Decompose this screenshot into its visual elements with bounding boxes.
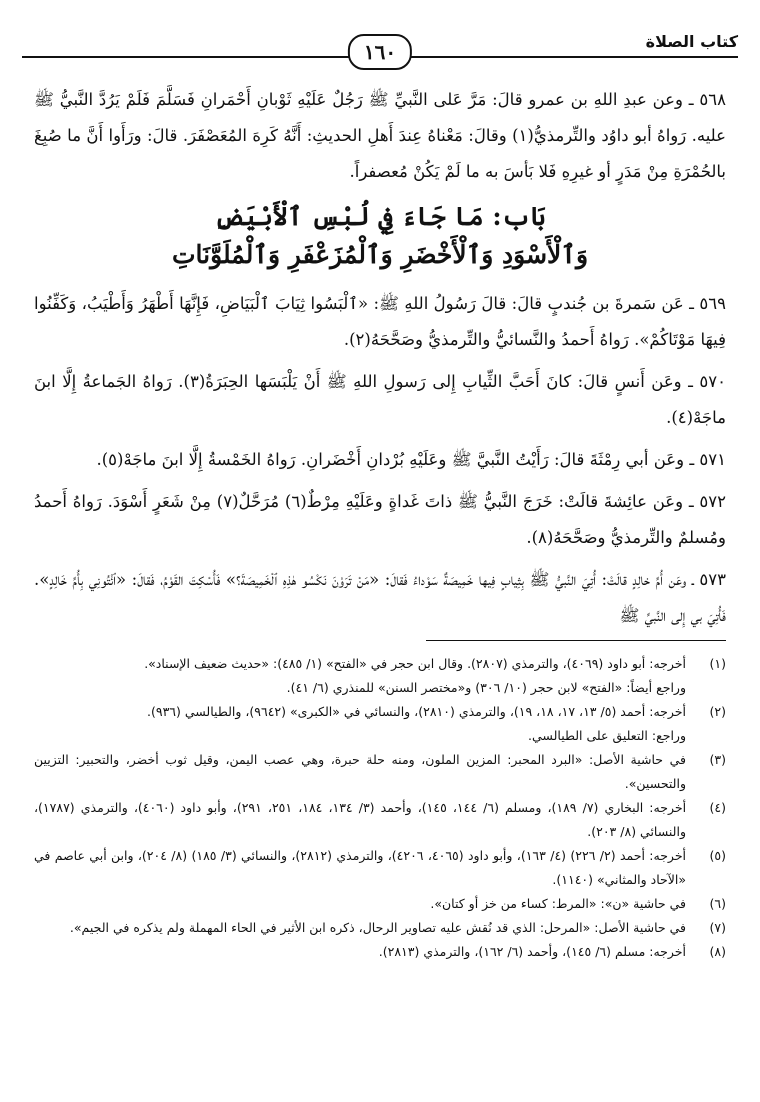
hadith-572: ٥٧٢ ـ وعَن عائِشةَ قالَتْ: خَرَجَ النَّبيُّ ﷺ ذاتَ غَداةٍ وعَلَيْهِ مِرْطٌ(٦) مُرَحَّلٌ(٧) مِنْ شَعَرٍ أَسْوَدَ. رَواهُ أَحمدُ ومُسلمٌ والتِّرمذيُّ وصَحَّحَهُ(٨). xyxy=(34,492,727,547)
hadith-573: ٥٧٣ ـ وعَن أُمِّ خالِدٍ قالَتْ: أُتِيَ النَّبيُّ ﷺ بِثِيابٍ فِيها خَمِيصَةٌ سَوْداءُ فَقالَ: «مَنْ تَرَوْنَ نَكْسُو هٰذِهِ ٱلْخَمِيصَةَ؟» فَأُسْكِتَ القَوْمُ، فَقالَ: «ٱئْتُونِي بِأُمِّ خَالِدٍ». فَأُتِيَ بي إِلى النَّبيِّ ﷺ xyxy=(34,570,726,625)
footnote-number: (٣) xyxy=(709,752,726,767)
hadith-570: ٥٧٠ ـ وعَن أَنسٍ قالَ: كانَ أَحَبَّ الثِّيابِ إِلى رَسولِ اللهِ ﷺ أَنْ يَلْبَسَها الحِبَرَةُ(٣). رَواهُ الجَماعةُ إِلَّا ابنَ ماجَهْ(٤). xyxy=(34,372,726,427)
footnote xyxy=(34,700,726,724)
footnote-number: (٨) xyxy=(709,944,726,959)
footnote xyxy=(34,796,726,844)
chapter-heading-line-1: بَاب: مَا جَاءَ فِي لُبْسِ ٱلْأَبْيَضِ xyxy=(214,202,546,231)
hadith-569: ٥٦٩ ـ عَن سَمرةَ بن جُندبٍ قالَ: قالَ رَسُولُ اللهِ ﷺ: «ٱلْبَسُوا ثِيَابَ ٱلْبَيَاضِ، فَإِنَّهَا أَطْهَرُ وَأَطْيَبُ، وَكَفِّنُوا فِيهَا مَوْتَاكُمْ». رَواهُ أَحمدُ والنَّسائيُّ والتِّرمذيُّ وصَحَّحَهُ(٢). xyxy=(34,294,726,349)
footnote xyxy=(34,652,726,676)
footnotes xyxy=(34,652,726,964)
hadith-568: ٥٦٨ ـ وعن عبدِ اللهِ بن عمرو قالَ: مَرَّ عَلى النَّبيِّ ﷺ رَجُلٌ عَلَيْهِ ثَوْبانِ أَحْمَرانِ فَسَلَّمَ فَلَمْ يَرُدَّ النَّبيُّ ﷺ عليه. رَواهُ أبو داوُد والتِّرمذيُّ(١) وقالَ: مَعْناهُ عِندَ أَهلِ الحديثِ: أَنَّهُ كَرِهَ المُعَصْفَرَ. قالَ: ورَأَوا أَنَّ ما صُبِغَ بالحُمْرَةِ مِنْ مَدَرٍ أو غيرِهِ فَلا بَأسَ به ما لَمْ يَكُنْ مُعصفراً. xyxy=(34,90,726,181)
footnote xyxy=(34,916,726,940)
footnote-text: في حاشية الأصل: «البرد المحبر: المزين الملون، ومنه حلة حبرة، وهي عصب اليمن، وقيل ثوب أخضر، والتحبير: التزيين والتحسين». xyxy=(34,752,686,791)
footnote-number: (٧) xyxy=(709,920,726,935)
footnote-text: أخرجه: أحمد (٥/ ١٣، ١٧، ١٨، ١٩)، والترمذي (٢٨١٠)، والنسائي في «الكبرى» (٩٦٤٢)، والطيالسي (٩٣٦). xyxy=(147,704,686,719)
footnote xyxy=(34,748,726,796)
chapter-heading xyxy=(34,198,726,274)
footnote xyxy=(34,892,726,916)
book-title: كتاب الصلاة xyxy=(645,32,738,51)
footnote-number: (٢) xyxy=(709,704,726,719)
footnote-text: أخرجه: مسلم (٦/ ١٤٥)، وأحمد (٦/ ١٦٢)، والترمذي (٢٨١٣). xyxy=(378,944,686,959)
footnote-separator xyxy=(426,640,726,641)
footnote-continuation: وراجع: التعليق على الطيالسي. xyxy=(528,728,686,743)
page-header xyxy=(22,28,738,68)
footnote-text: أخرجه: أحمد (٢/ ٢٢٦) (٤/ ١٦٣)، وأبو داود (٤٠٦٥، ٤٢٠٦)، والترمذي (٢٨١٢)، والنسائي (٣/ ١٨٥) (٨/ ٢٠٤)، وابن أبي عاصم في «الآحاد والمثاني» (١١٤٠). xyxy=(34,848,687,887)
footnote-text: أخرجه: أبو داود (٤٠٦٩)، والترمذي (٢٨٠٧). وقال ابن حجر في «الفتح» (١/ ٤٨٥): «حديث ضعيف الإسناد». xyxy=(144,656,686,671)
footnote-number: (٦) xyxy=(709,896,726,911)
footnote-text: أخرجه: البخاري (٧/ ١٨٩)، ومسلم (٦/ ١٤٤، ١٤٥)، وأحمد (٣/ ١٣٤، ١٨٤، ٢٥١، ٢٩١)، وأبو داود (٤٠٦٠)، والترمذي (١٧٨٧)، والنسائي (٨/ ٢٠٣). xyxy=(34,800,687,839)
footnote xyxy=(34,940,726,964)
page-body xyxy=(34,82,726,640)
hadith-571: ٥٧١ ـ وعَن أبي رِمْثَةَ قالَ: رَأَيْتُ النَّبيَّ ﷺ وعَلَيْهِ بُرْدانِ أَخْضَرانِ. رَواهُ الخَمْسةُ إِلَّا ابنَ ماجَهْ(٥). xyxy=(96,450,726,469)
footnote-text: في حاشية «ن»: «المرط: كساء من خز أو كتان». xyxy=(430,896,686,911)
footnote-text: في حاشية الأصل: «المرحل: الذي قد نُقش عليه تصاوير الرحال، ذكره ابن الأثير في الحاء المهملة ولم يذكره في الجيم». xyxy=(69,920,686,935)
footnote-continuation: وراجع أيضاً: «الفتح» لابن حجر (١٠/ ٣٠٦) و«مختصر السنن» للمنذري (٦/ ٤١). xyxy=(286,680,686,695)
footnote-number: (١) xyxy=(709,656,726,671)
page-number: ١٦٠ xyxy=(348,34,412,70)
footnote xyxy=(34,844,726,892)
footnote-number: (٥) xyxy=(709,848,726,863)
footnote-number: (٤) xyxy=(709,800,726,815)
chapter-heading-line-2: وَٱلْأَسْوَدِ وَٱلْأَخْضَرِ وَٱلْمُزَعْفَرِ وَٱلْمُلَوَّنَاتِ xyxy=(171,240,589,269)
